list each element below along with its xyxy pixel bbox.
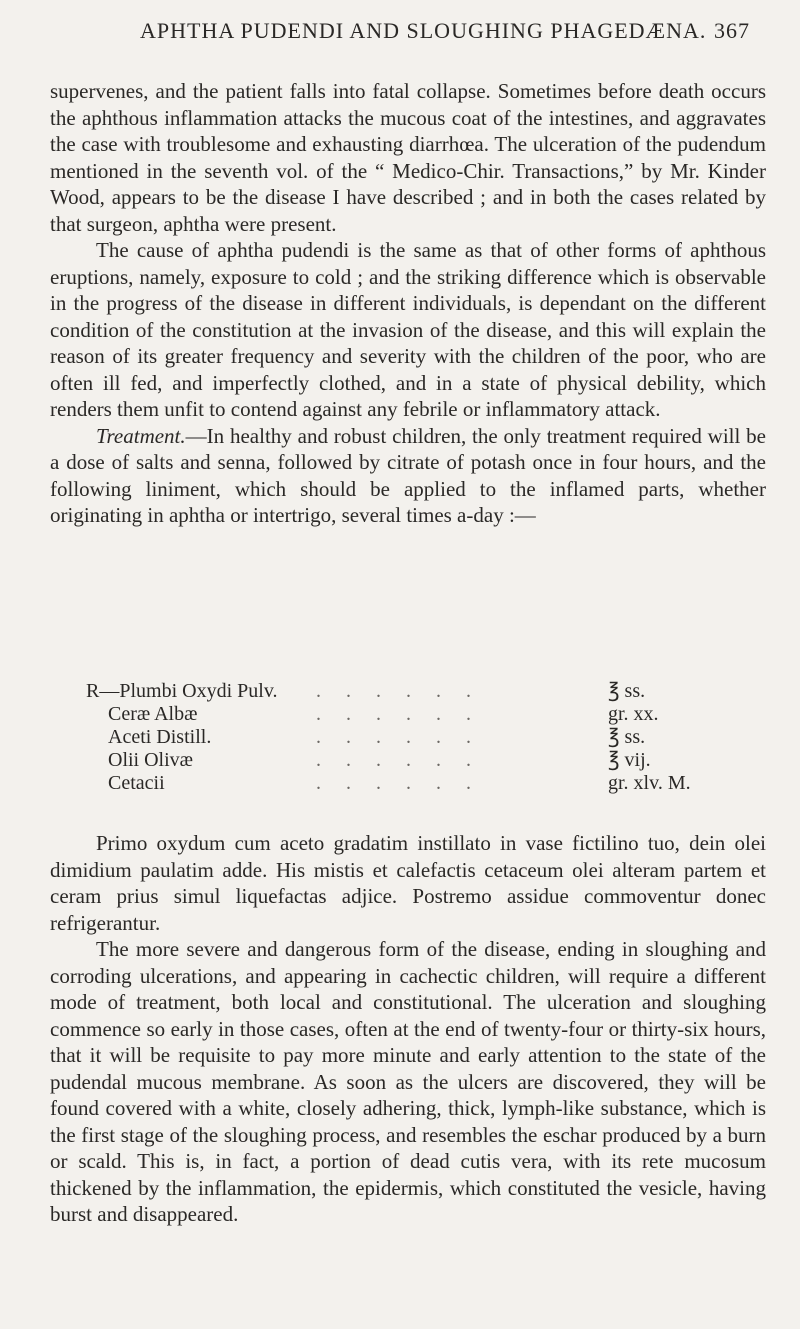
ingredient-name: R—Plumbi Oxydi Pulv.: [86, 680, 278, 702]
prescription-line: [86, 749, 726, 772]
leader-dots: . . . . . .: [316, 726, 481, 748]
paragraph-latin: Primo oxydum cum aceto gradatim instillato in vase fictilino tuo, dein olei dimidium paulatim adde. His mistis et calefactis cetaceum olei alteram partem et ceram prius simul liquefactas adjice. Postremo assidue commoventur donec refrigerantur.: [50, 831, 766, 935]
prescription-line: [86, 703, 726, 726]
ingredient-quantity: ℥ ss.: [608, 726, 646, 748]
ingredient-quantity: gr. xlv. M.: [608, 772, 691, 794]
leader-dots: . . . . . .: [316, 772, 481, 794]
treatment-text: —In healthy and robust children, the only treatment required will be a dose of salts and senna, followed by citrate of potash once in four hours, and the following liniment, which should be applied to the inflamed parts, whether originating in aphtha or intertrigo, several times a-day :—: [50, 423, 766, 527]
ingredient-name: Aceti Distill.: [108, 726, 212, 748]
leader-dots: . . . . . .: [316, 680, 481, 702]
treatment-heading: Treatment.: [96, 423, 186, 448]
paragraph-severe-form: The more severe and dangerous form of the disease, ending in sloughing and corroding ulcerations, and appearing in cachectic children, will require a different mode of treatment, both local and constitutional. The ulceration and sloughing commence so early in those cases, often at the end of twenty-four or thirty-six hours, that it will be requisite to pay more minute and early attention to the state of the pudendal mucous membrane. As soon as the ulcers are discovered, they will be found covered with a white, closely adhering, thick, lymph-like substance, which is the first stage of the sloughing process, and resembles the eschar produced by a burn or scald. This is, in fact, a portion of dead cutis vera, with its rete mucosum thickened by the inflammation, the epidermis, which constituted the vesicle, having burst and disappeared.: [50, 937, 766, 1226]
prescription-line: [86, 772, 726, 795]
prescription-line: [86, 680, 726, 703]
page-number: 367: [714, 18, 750, 43]
paragraph-treatment: [50, 423, 766, 529]
leader-dots: . . . . . .: [316, 703, 481, 725]
body-text-upper: [50, 78, 766, 529]
body-text-lower: [50, 830, 766, 1228]
leader-dots: . . . . . .: [316, 749, 481, 771]
ingredient-name: Ceræ Albæ: [108, 703, 198, 725]
ingredient-name: Cetacii: [108, 772, 165, 794]
ingredient-name: Olii Olivæ: [108, 749, 194, 771]
running-title: APHTHA PUDENDI AND SLOUGHING PHAGEDÆNA.: [140, 18, 707, 43]
ingredient-quantity: ℥ ss.: [608, 680, 646, 702]
paragraph-1: supervenes, and the patient falls into fatal collapse. Sometimes before death occurs the aphthous inflammation attacks the mucous coat of the intestines, and aggravates the case with troublesome and exhausting diarrhœa. The ulceration of the pudendum mentioned in the seventh vol. of the “ Medico-Chir. Transactions,” by Mr. Kinder Wood, appears to be the disease I have described ; and in both the cases related by that surgeon, aphtha were present.: [50, 79, 766, 236]
prescription: [86, 680, 726, 795]
paragraph-2: The cause of aphtha pudendi is the same as that of other forms of aphthous eruptions, namely, exposure to cold ; and the striking difference which is observable in the progress of the disease in different individuals, is dependant on the different condition of the constitution at the invasion of the disease, and this will explain the reason of its greater frequency and severity with the children of the poor, who are often ill fed, and imperfectly clothed, and in a state of physical debility, which renders them unfit to contend against any febrile or inflammatory attack.: [50, 238, 766, 421]
prescription-line: [86, 726, 726, 749]
ingredient-quantity: gr. xx.: [608, 703, 659, 725]
ingredient-quantity: ℥ vij.: [608, 749, 651, 771]
